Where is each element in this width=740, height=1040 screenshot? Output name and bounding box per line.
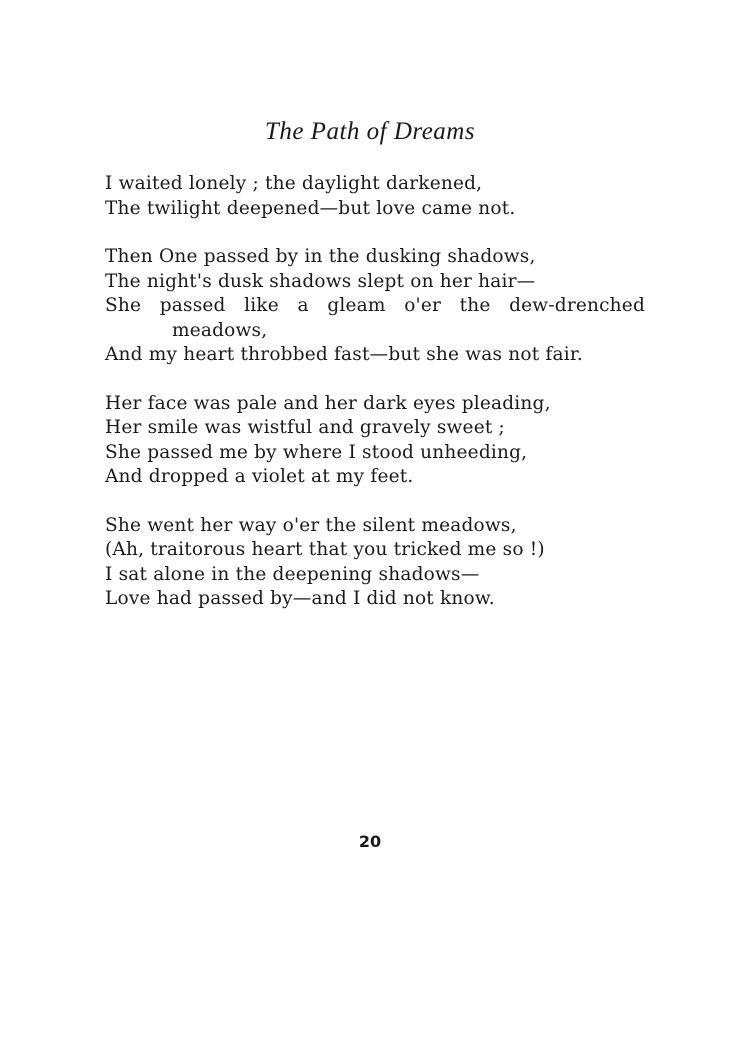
poem-line: And my heart throbbed fast—but she was not fair. [105,344,583,365]
poem-line-continuation: meadows, [172,319,268,341]
poem-line: She passed me by where I stood unheeding, [105,441,528,463]
poem-line: Then One passed by in the dusking shadows, [105,246,536,267]
poem-line: She passed like a gleam o'er the dew-drenched [105,295,645,316]
poem-line: The night's dusk shadows slept on her hair— [105,270,536,292]
poem-line: I waited lonely ; the daylight darkened, [105,173,483,194]
page-number: 20 [358,832,382,851]
stanza-4 [105,514,645,612]
poem-body [105,172,645,636]
poem-line: The twilight deepened—but love came not. [105,197,516,219]
poem-line: And dropped a violet at my feet. [105,466,414,487]
stanza-2 [105,245,645,368]
poem-title: The Path of Dreams [264,118,476,145]
poem-line: (Ah, traitorous heart that you tricked me so !) [105,539,545,560]
poem-line: I sat alone in the deepening shadows— [105,563,480,585]
stanza-1 [105,172,645,221]
poem-line: Her face was pale and her dark eyes pleading, [105,392,551,414]
poem-line: Her smile was wistful and gravely sweet ; [105,417,505,438]
poem-line: Love had passed by—and I did not know. [105,588,495,609]
stanza-3 [105,392,645,490]
poem-line: She went her way o'er the silent meadows, [105,514,517,536]
